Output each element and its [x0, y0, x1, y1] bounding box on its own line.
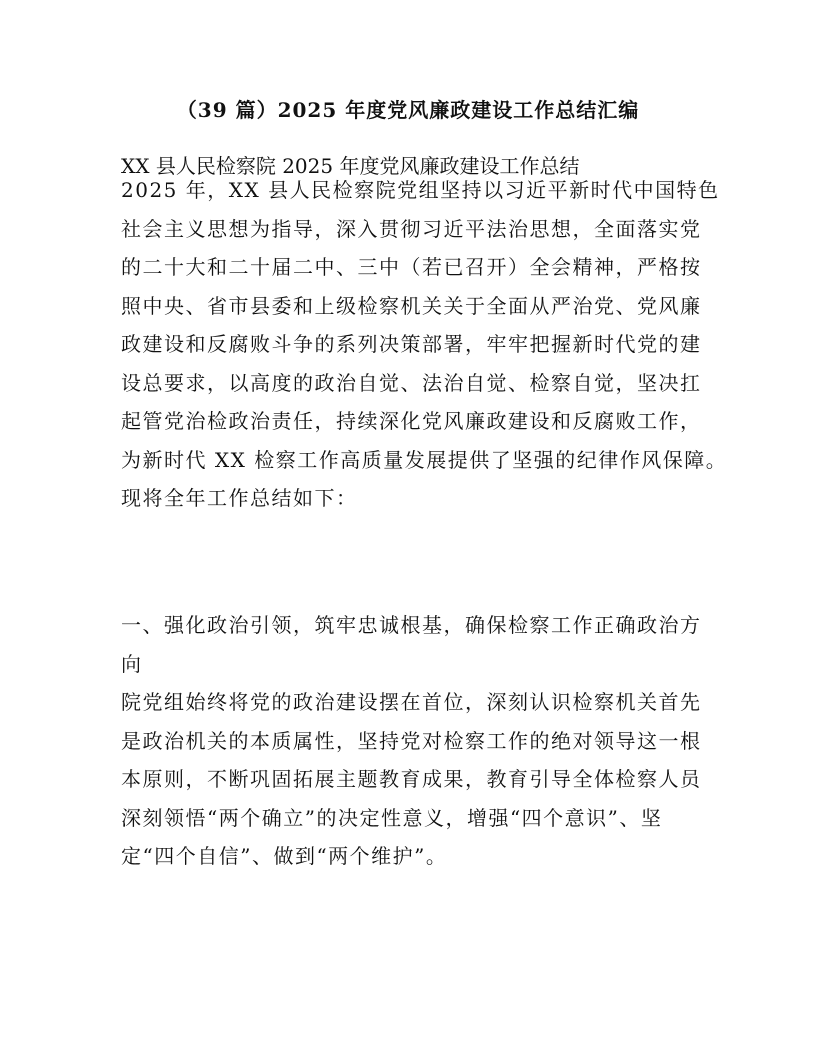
- paragraph-line: 是政治机关的本质属性，坚持党对检察工作的绝对领导这一根: [121, 728, 702, 753]
- paragraph-line: 深刻领悟“两个确立”的决定性意义，增强“四个意识”、坚: [121, 805, 663, 830]
- document-subtitle: XX 县人民检察院 2025 年度党风廉政建设工作总结: [121, 154, 580, 178]
- paragraph-line: 照中央、省市县委和上级检察机关关于全面从严治党、党风廉: [121, 293, 702, 318]
- heading-line: 向: [121, 651, 143, 676]
- document-title: （39 篇）2025 年度党风廉政建设工作总结汇编: [176, 98, 640, 122]
- section-heading: [121, 606, 706, 683]
- body-paragraph: [121, 683, 706, 876]
- paragraph-line: 定“四个自信”、做到“两个维护”。: [121, 844, 448, 868]
- paragraph-line: 的二十大和二十届二中、三中（若已召开）全会精神，严格按: [121, 255, 702, 279]
- paragraph-line: 院党组始终将党的政治建设摆在首位，深刻认识检察机关首先: [121, 690, 702, 714]
- paragraph-line: 起管党治检政治责任，持续深化党风廉政建设和反腐败工作，: [121, 409, 702, 433]
- paragraph-line: 本原则，不断巩固拓展主题教育成果，教育引导全体检察人员: [121, 767, 702, 791]
- paragraph-line: 为新时代 XX 检察工作高质量发展提供了坚强的纪律作风保障。: [121, 447, 728, 472]
- heading-line: 一、强化政治引领，筑牢忠诚根基，确保检察工作正确政治方: [121, 613, 702, 637]
- paragraph-line: 现将全年工作总结如下：: [121, 486, 358, 510]
- intro-paragraph: [121, 171, 728, 518]
- paragraph-line: 社会主义思想为指导，深入贯彻习近平法治思想，全面落实党: [121, 216, 702, 241]
- paragraph-line: 政建设和反腐败斗争的系列决策部署，牢牢把握新时代党的建: [121, 332, 702, 356]
- paragraph-line: 设总要求，以高度的政治自觉、法治自觉、检察自觉，坚决扛: [121, 370, 702, 395]
- paragraph-line: 2025 年，XX 县人民检察院党组坚持以习近平新时代中国特色: [121, 178, 720, 202]
